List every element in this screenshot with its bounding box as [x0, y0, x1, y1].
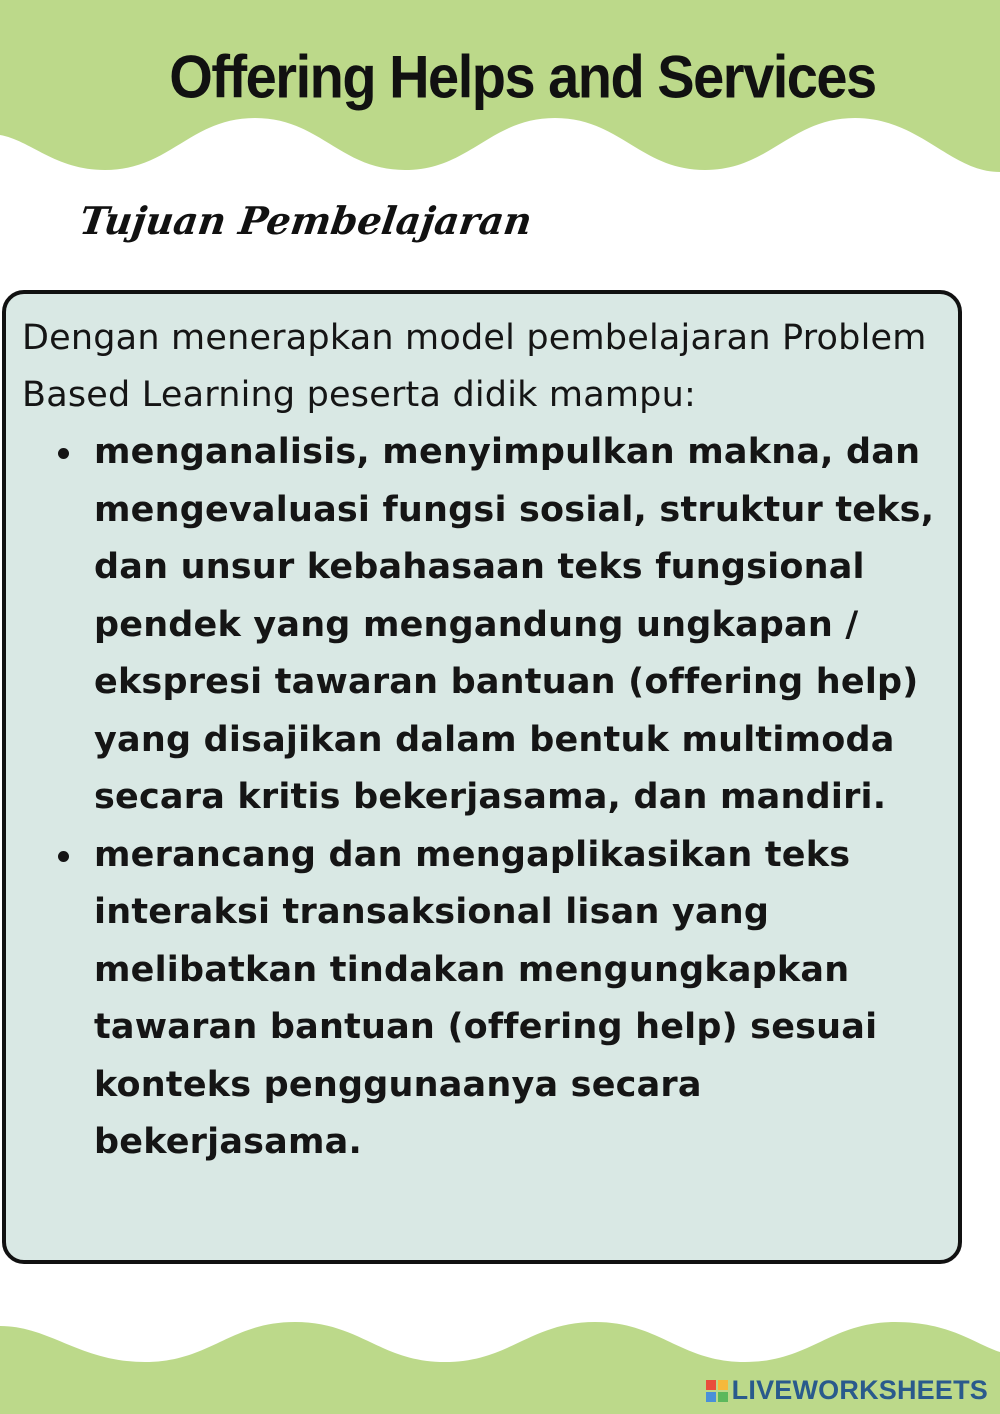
- objective-text: merancang dan mengaplikasikan teks interaksi transaksional lisan yang melibatkan tindakan mengungkapkan tawaran bantuan (offering help) sesuai konteks penggunaanya secara bekerjasama.: [94, 834, 878, 1162]
- objectives-list: [22, 424, 942, 1172]
- objective-text: menganalisis, menyimpulkan makna, dan mengevaluasi fungsi sosial, struktur teks, dan unsur kebahasaan teks fungsional pendek yang mengandung ungkapan / ekspresi tawaran bantuan (offering help) yang disajikan dalam bentuk multimoda secara kritis bekerjasama, dan mandiri.: [94, 432, 935, 817]
- learning-objectives-box: [2, 290, 962, 1264]
- list-item: [94, 827, 942, 1172]
- bullet-icon: [58, 448, 69, 459]
- bullet-icon: [58, 851, 69, 862]
- intro-text: Dengan menerapkan model pembelajaran Problem Based Learning peserta didik mampu:: [22, 318, 927, 415]
- section-subtitle: Tujuan Pembelajaran: [76, 198, 535, 243]
- liveworksheets-logo[interactable]: [706, 1375, 988, 1406]
- brand-name: LIVEWORKSHEETS: [731, 1375, 988, 1405]
- liveworksheets-logo-icon: [706, 1380, 728, 1402]
- page-title: Offering Helps and Services: [169, 42, 876, 111]
- list-item: [94, 424, 942, 827]
